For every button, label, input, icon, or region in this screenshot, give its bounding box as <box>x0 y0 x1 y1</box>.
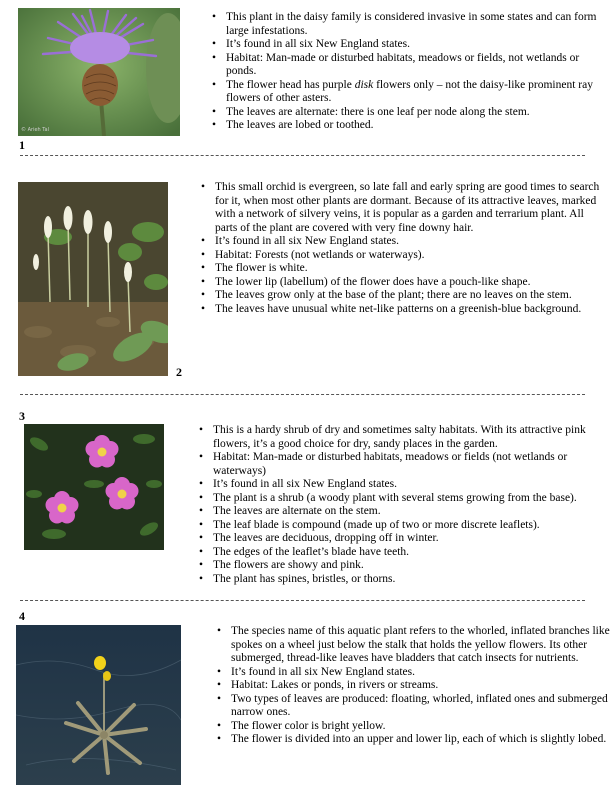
list-item: • The plant has spines, bristles, or thorns. <box>213 573 610 587</box>
list-item <box>226 79 610 106</box>
list-item: • The flower color is bright yellow. <box>231 720 610 734</box>
bladderwort-illustration <box>16 625 181 785</box>
list-item: • The lower lip (labellum) of the flower does have a pouch-like shape. <box>215 276 607 290</box>
section-number: 2 <box>176 365 182 379</box>
rose-illustration <box>24 424 164 550</box>
list-item: • The plant is a shrub (a woody plant with several stems growing from the base). <box>213 492 610 506</box>
divider <box>20 155 585 156</box>
list-item: • The flowers are showy and pink. <box>213 559 610 573</box>
orchid-illustration <box>18 182 168 376</box>
list-item: • The leaves are lobed or toothed. <box>226 119 610 133</box>
disk-emphasis: disk <box>354 78 374 91</box>
bullet-list-1 <box>209 11 610 133</box>
photo-rattlesnake-plantain <box>18 182 168 376</box>
list-item: • Two types of leaves are produced: floating, whorled, inflated ones and submerged narrow ones. <box>231 693 610 720</box>
photo-rugosa-rose <box>24 424 164 550</box>
list-item: • This plant in the daisy family is considered invasive in some states and can form large infestations. <box>226 11 610 38</box>
photo-credit: © Arieh Tal <box>21 127 49 133</box>
list-item: • It’s found in all six New England states. <box>215 235 607 249</box>
list-item: • Habitat: Lakes or ponds, in rivers or streams. <box>231 679 610 693</box>
knapweed-illustration <box>18 8 180 136</box>
section-number: 4 <box>19 609 25 623</box>
list-item: • Habitat: Man-made or disturbed habitats, meadows or fields (not wetlands or waterways) <box>213 451 610 478</box>
divider <box>20 394 585 395</box>
bullet-list-2 <box>198 181 607 316</box>
list-item: • This is a hardy shrub of dry and sometimes salty habitats. With its attractive pink flowers, it’s a good choice for dry, sandy places in the garden. <box>213 424 610 451</box>
list-item: • The leaves are alternate: there is one leaf per node along the stem. <box>226 106 610 120</box>
photo-bladderwort <box>16 625 181 785</box>
list-item: • It’s found in all six New England states. <box>231 666 610 680</box>
list-item: • The leaves grow only at the base of the plant; there are no leaves on the stem. <box>215 289 607 303</box>
list-item: • Habitat: Man-made or disturbed habitats, meadows or fields, not wetlands or ponds. <box>226 52 610 79</box>
bullet-list-4 <box>214 625 610 747</box>
list-item: • The edges of the leaflet’s blade have teeth. <box>213 546 610 560</box>
divider <box>20 600 585 601</box>
list-item: • The leaves have unusual white net-like patterns on a greenish-blue background. <box>215 303 607 317</box>
photo-knapweed <box>18 8 180 136</box>
section-number: 3 <box>19 409 25 423</box>
list-item: • It’s found in all six New England states. <box>213 478 610 492</box>
section-number: 1 <box>19 138 25 152</box>
list-item: • The leaves are alternate on the stem. <box>213 505 610 519</box>
list-item: • The leaf blade is compound (made up of two or more discrete leaflets). <box>213 519 610 533</box>
flower-text: The flower head has purple <box>226 78 355 91</box>
bullet-list-3 <box>196 424 610 586</box>
list-item: • The species name of this aquatic plant refers to the whorled, inflated branches like spokes on a wheel just below the stalk that holds the yellow flowers. Its other submerged, thread-like leaves have bladders that catch insects for nutrients. <box>231 625 610 666</box>
flower-text-end: flowers only – not the daisy-like prominent ray flowers of other asters. <box>226 78 593 104</box>
list-item: • Habitat: Forests (not wetlands or waterways). <box>215 249 607 263</box>
list-item: • The flower is divided into an upper and lower lip, each of which is slightly lobed. <box>231 733 610 747</box>
list-item: • This small orchid is evergreen, so late fall and early spring are good times to search for it, when most other plants are dormant. Because of its attractive leaves, marked with a network of silvery veins, it is popular as a garden and terrarium plant. All parts of the plant are covered with very fine downy hair. <box>215 181 607 235</box>
list-item: • It’s found in all six New England states. <box>226 38 610 52</box>
list-item: • The flower is white. <box>215 262 607 276</box>
list-item: • The leaves are deciduous, dropping off in winter. <box>213 532 610 546</box>
